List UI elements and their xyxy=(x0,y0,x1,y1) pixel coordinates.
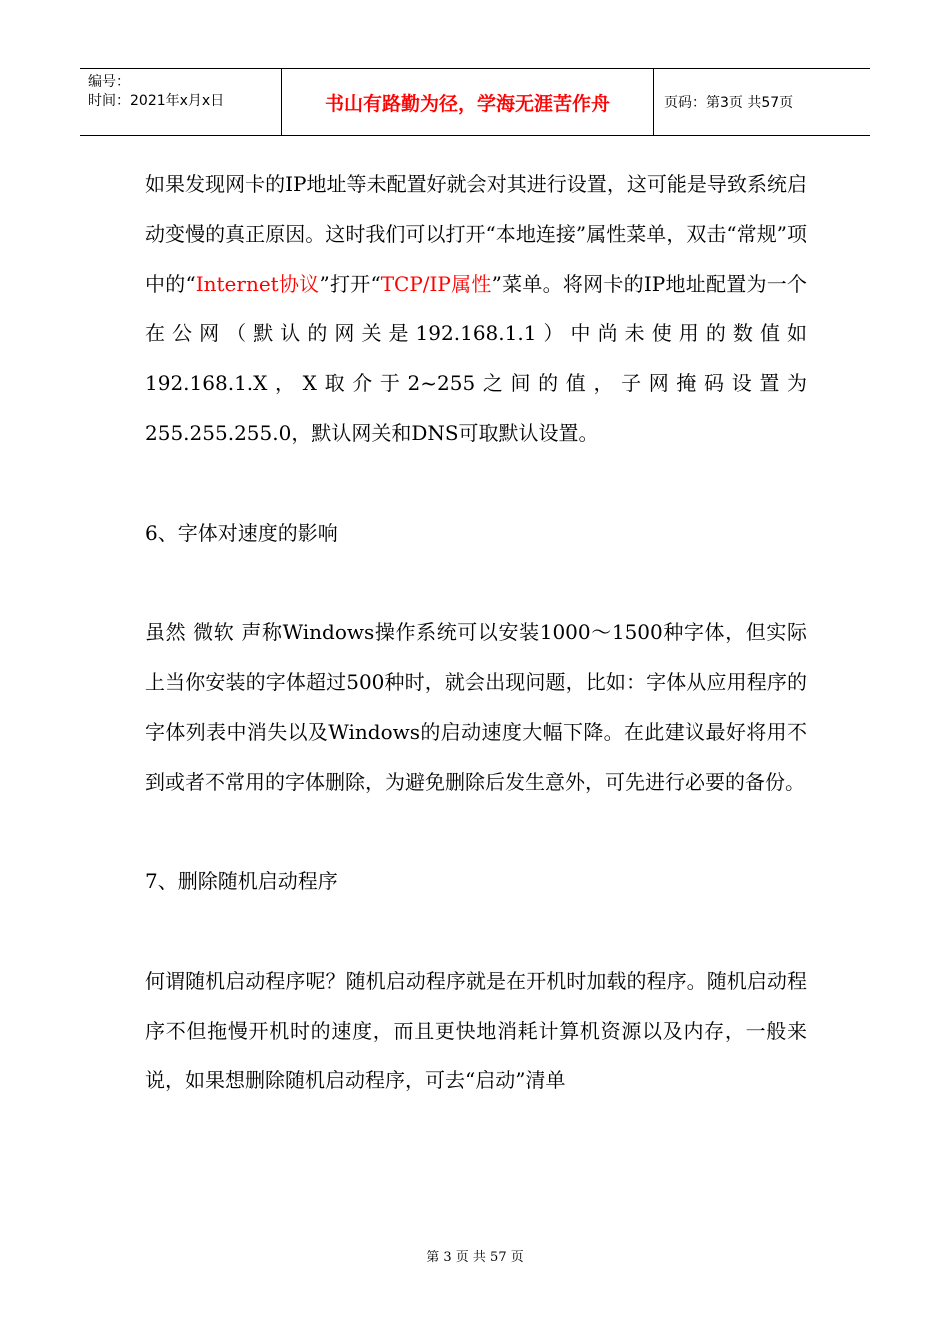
highlight-tcpip-properties: TCP/IP属性 xyxy=(380,271,492,296)
document-body xyxy=(145,160,807,1106)
header-motto: 书山有路勤为径，学海无涯苦作舟 xyxy=(282,69,654,135)
paragraph-fonts: 虽然 微软 声称Windows操作系统可以安装1000～1500种字体，但实际上当你安装的字体超过500种时，就会出现问题，比如：字体从应用程序的字体列表中消失以及Windows的启动速度大幅下降。在此建议最好将用不到或者不常用的字体删除，为避免删除后发生意外，可先进行必要的备份。 xyxy=(145,620,807,794)
section-heading-fonts: 6、字体对速度的影响 xyxy=(145,520,338,545)
spacer xyxy=(145,558,807,608)
paragraph-network-config xyxy=(145,160,807,459)
header-page-label: 页码：第3页 共57页 xyxy=(664,95,794,111)
page-header xyxy=(80,68,870,136)
section-heading-startup: 7、删除随机启动程序 xyxy=(145,869,338,894)
paragraph-startup-programs: 何谓随机启动程序呢？随机启动程序就是在开机时加载的程序。随机启动程序不但拖慢开机时的速度，而且更快地消耗计算机资源以及内存，一般来说，如果想删除随机启动程序，可去“启动”清单 xyxy=(145,968,807,1093)
header-meta xyxy=(80,69,282,135)
spacer xyxy=(145,459,807,509)
document-number-label: 编号： xyxy=(88,74,130,90)
page-footer: 第 3 页 共 57 页 xyxy=(426,1250,524,1265)
spacer xyxy=(145,807,807,857)
paragraph-text: ”菜单。将网卡的IP地址配置为一个在公网（默认的网关是192.168.1.1）中尚未使用的数值如192.168.1.X，X取介于2~255之间的值，子网掩码设置为255.255.255.0，默认网关和DNS可取默认设置。 xyxy=(145,271,807,445)
paragraph-text: 如果发现网卡的IP地址等未配置好就会对其进行设置，这可能是导致系统启动变慢的真正原因。这时我们可以打开“本地连接”属性菜单，双击“常规”项中的“ xyxy=(145,172,807,296)
paragraph-text: ”打开“ xyxy=(319,271,381,296)
spacer xyxy=(145,907,807,957)
highlight-internet-protocol: Internet协议 xyxy=(195,271,320,296)
document-time-label: 时间：2021年x月x日 xyxy=(88,93,225,109)
